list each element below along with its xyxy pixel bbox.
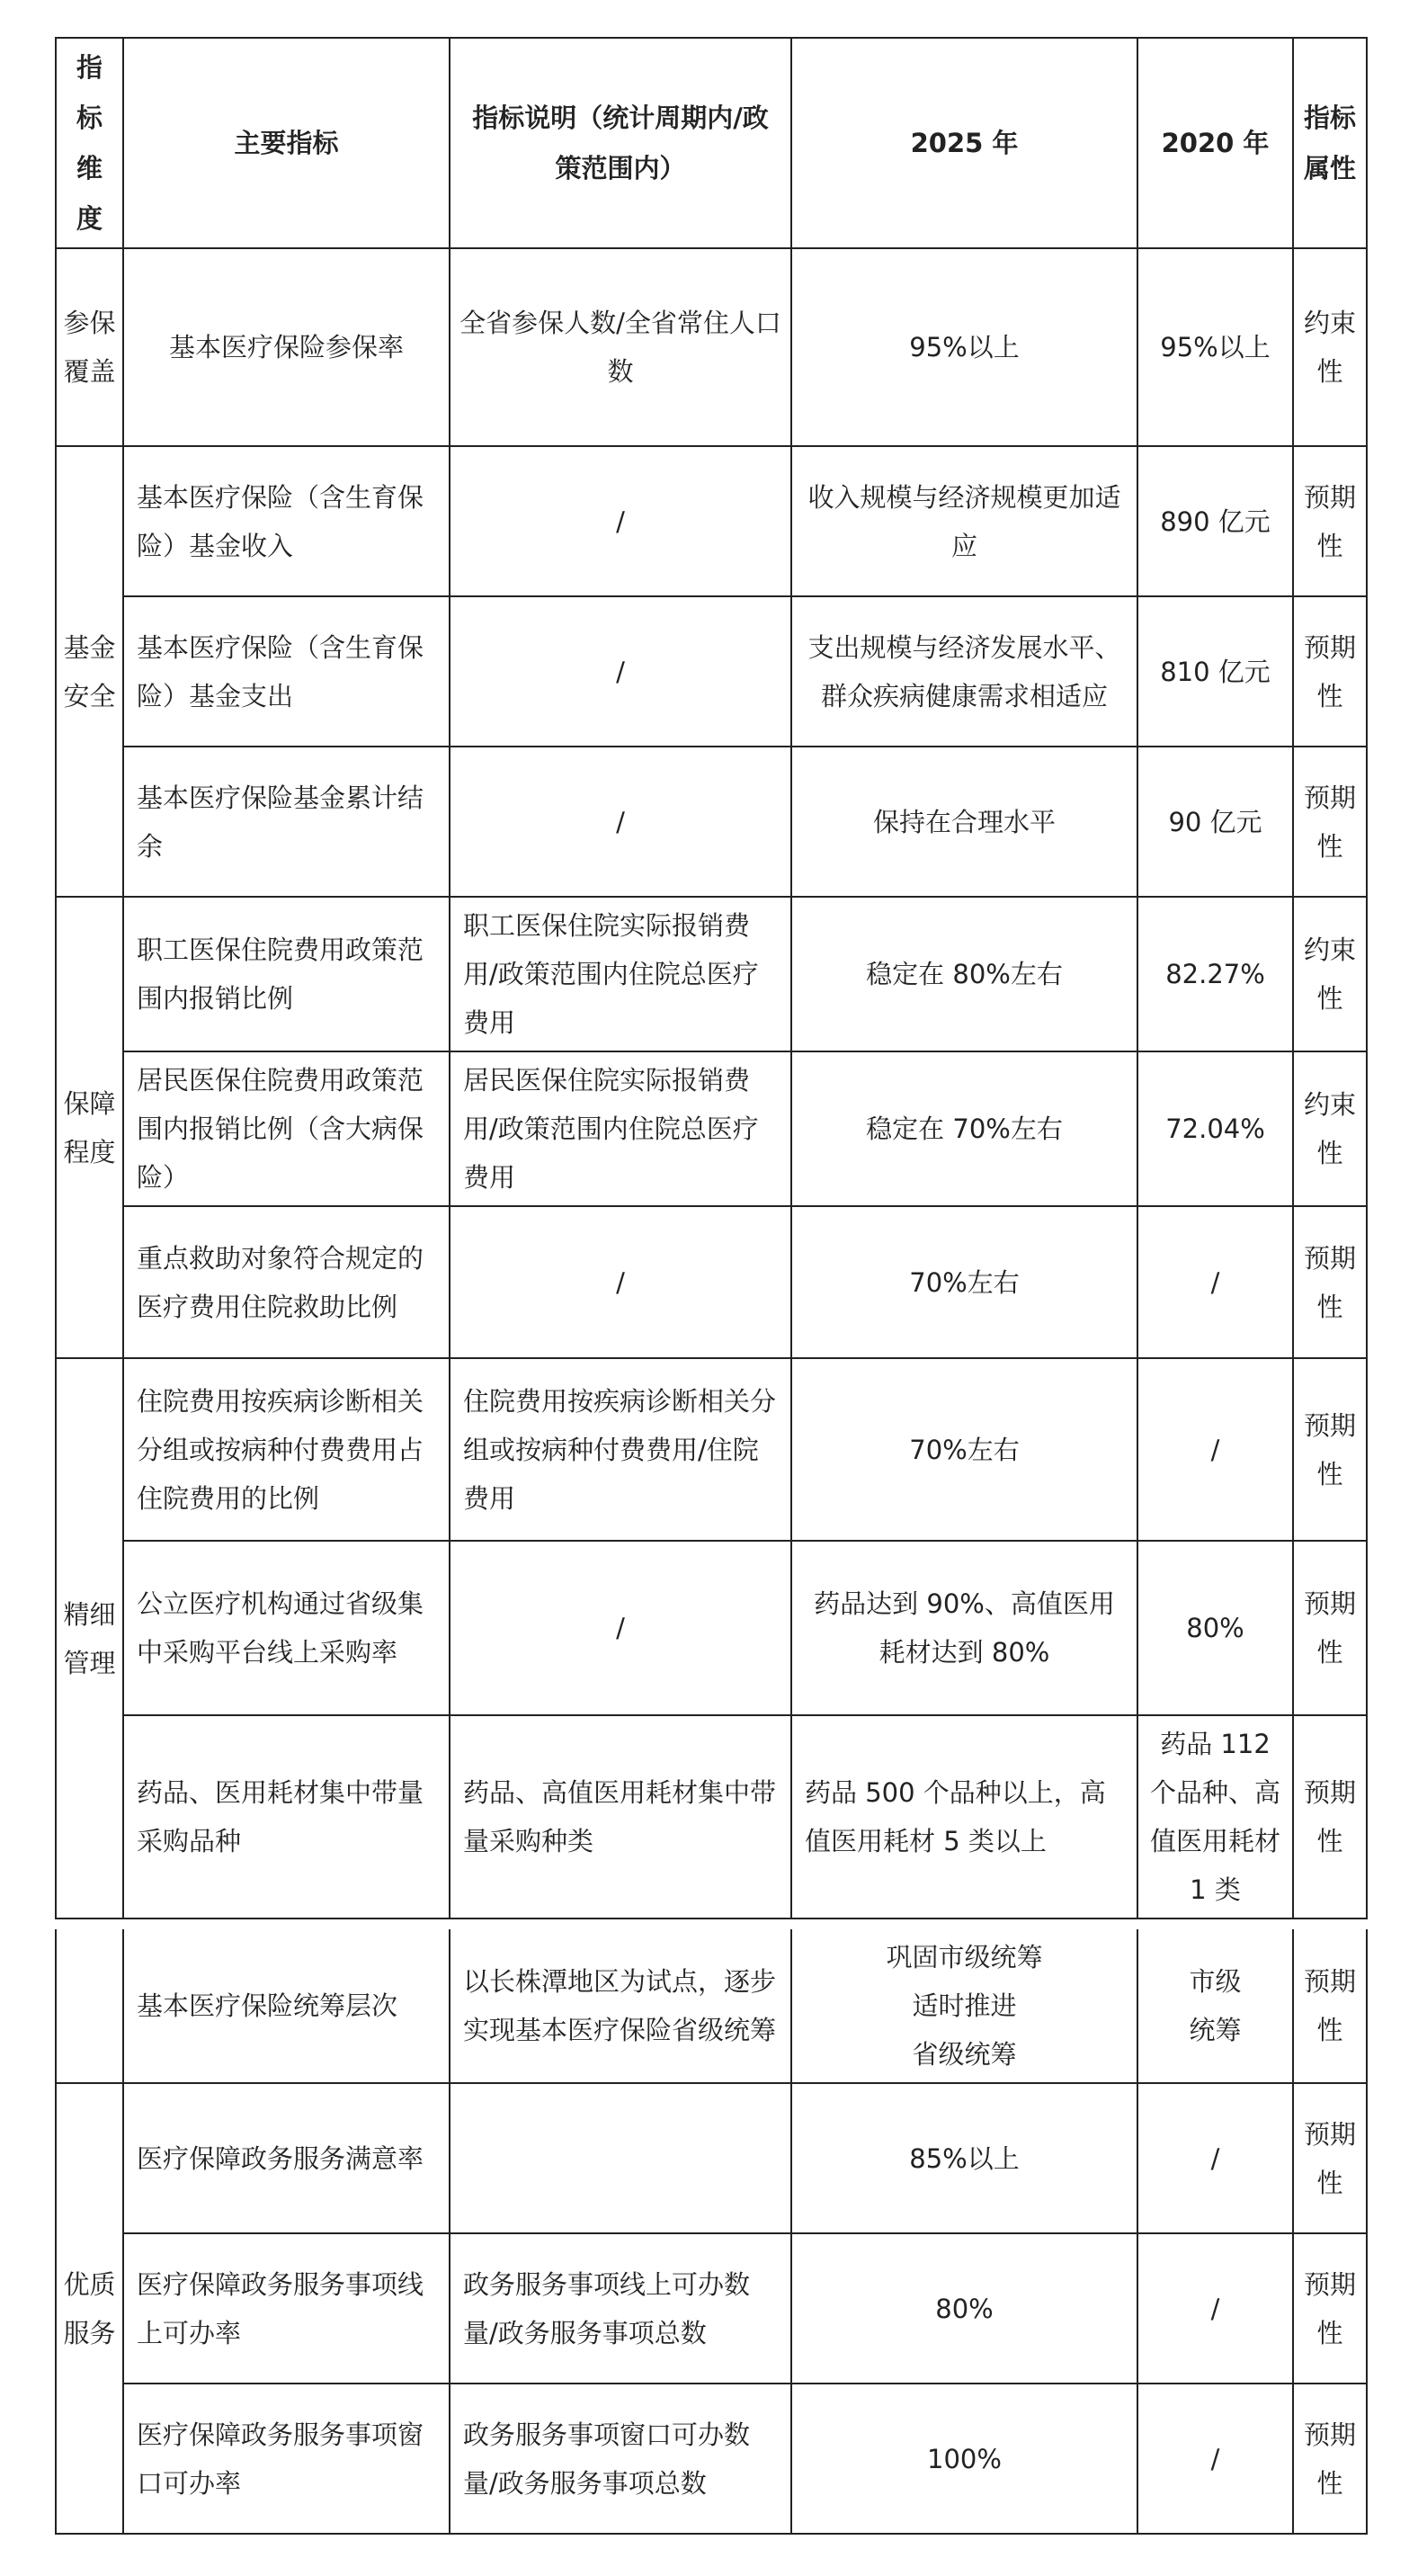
table-row — [56, 446, 1367, 596]
value-2020-cell: 810 亿元 — [1137, 596, 1293, 747]
table-row — [56, 2384, 1367, 2534]
attribute-cell: 预期性 — [1293, 446, 1367, 596]
value-2025-cell: 稳定在 70%左右 — [791, 1051, 1137, 1206]
value-2020-cell: / — [1137, 2083, 1293, 2233]
indicator-cell: 医疗保障政务服务事项线上可办率 — [123, 2233, 450, 2384]
header-attribute: 指标属性 — [1293, 38, 1367, 248]
indicator-cell: 药品、医用耗材集中带量采购品种 — [123, 1715, 450, 1919]
value-2025-cell: 70%左右 — [791, 1358, 1137, 1541]
indicator-cell: 居民医保住院费用政策范围内报销比例（含大病保险） — [123, 1051, 450, 1206]
header-2020: 2020 年 — [1137, 38, 1293, 248]
dimension-cell — [56, 1929, 123, 2083]
indicator-cell: 重点救助对象符合规定的医疗费用住院救助比例 — [123, 1206, 450, 1358]
indicator-cell: 公立医疗机构通过省级集中采购平台线上采购率 — [123, 1541, 450, 1715]
value-2025-cell: 100% — [791, 2384, 1137, 2534]
attribute-cell: 预期性 — [1293, 1715, 1367, 1919]
table-row — [56, 1051, 1367, 1206]
attribute-cell: 预期性 — [1293, 747, 1367, 897]
value-2020-cell: 90 亿元 — [1137, 747, 1293, 897]
description-cell: 全省参保人数/全省常住人口数 — [450, 248, 791, 446]
value-2020-line: 统筹 — [1189, 2015, 1242, 2045]
description-cell: 住院费用按疾病诊断相关分组或按病种付费费用/住院费用 — [450, 1358, 791, 1541]
value-2020-cell: 82.27% — [1137, 897, 1293, 1051]
value-2025-cell — [791, 1929, 1137, 2083]
attribute-cell: 预期性 — [1293, 1541, 1367, 1715]
header-dimension: 指标维度 — [56, 38, 123, 248]
value-2020-cell: 890 亿元 — [1137, 446, 1293, 596]
value-2020-cell: 95%以上 — [1137, 248, 1293, 446]
dimension-cell: 精细管理 — [56, 1358, 123, 1919]
description-cell: / — [450, 1541, 791, 1715]
indicator-cell: 基本医疗保险（含生育保险）基金收入 — [123, 446, 450, 596]
value-2025-cell: 保持在合理水平 — [791, 747, 1137, 897]
indicator-cell: 基本医疗保险（含生育保险）基金支出 — [123, 596, 450, 747]
indicator-cell: 医疗保障政务服务满意率 — [123, 2083, 450, 2233]
table-row — [56, 747, 1367, 897]
header-main-indicator: 主要指标 — [123, 38, 450, 248]
indicator-table — [55, 37, 1368, 1919]
value-2025-cell: 85%以上 — [791, 2083, 1137, 2233]
value-2025-cell: 80% — [791, 2233, 1137, 2384]
table-row — [56, 248, 1367, 446]
dimension-cell: 基金安全 — [56, 446, 123, 897]
description-cell: 职工医保住院实际报销费用/政策范围内住院总医疗费用 — [450, 897, 791, 1051]
value-2020-cell: / — [1137, 1358, 1293, 1541]
table-row — [56, 1541, 1367, 1715]
attribute-cell: 预期性 — [1293, 1206, 1367, 1358]
description-cell: 政务服务事项线上可办数量/政务服务事项总数 — [450, 2233, 791, 2384]
value-2025-cell: 稳定在 80%左右 — [791, 897, 1137, 1051]
attribute-cell: 约束性 — [1293, 248, 1367, 446]
description-cell: / — [450, 747, 791, 897]
table-row — [56, 2233, 1367, 2384]
dimension-cell: 优质服务 — [56, 2083, 123, 2534]
value-2025-line: 适时推进 — [912, 1990, 1017, 2021]
description-cell: / — [450, 596, 791, 747]
indicator-cell: 医疗保障政务服务事项窗口可办率 — [123, 2384, 450, 2534]
value-2020-line: 市级 — [1189, 1966, 1242, 1997]
indicator-cell: 基本医疗保险统筹层次 — [123, 1929, 450, 2083]
header-description: 指标说明（统计周期内/政策范围内） — [450, 38, 791, 248]
indicator-table-continued — [55, 1929, 1368, 2535]
value-2025-line: 巩固市级统筹 — [886, 1942, 1043, 1972]
value-2020-cell: / — [1137, 2233, 1293, 2384]
indicator-cell: 职工医保住院费用政策范围内报销比例 — [123, 897, 450, 1051]
attribute-cell: 预期性 — [1293, 1358, 1367, 1541]
table-row — [56, 2083, 1367, 2233]
attribute-cell: 约束性 — [1293, 897, 1367, 1051]
table-row — [56, 1929, 1367, 2083]
indicator-cell: 基本医疗保险参保率 — [123, 248, 450, 446]
value-2025-cell: 支出规模与经济发展水平、群众疾病健康需求相适应 — [791, 596, 1137, 747]
value-2020-cell — [1137, 1929, 1293, 2083]
table-row — [56, 1358, 1367, 1541]
description-cell: 政务服务事项窗口可办数量/政务服务事项总数 — [450, 2384, 791, 2534]
description-cell: / — [450, 446, 791, 596]
value-2025-cell: 收入规模与经济规模更加适应 — [791, 446, 1137, 596]
value-2025-line: 省级统筹 — [912, 2039, 1017, 2070]
value-2020-cell: 80% — [1137, 1541, 1293, 1715]
description-cell — [450, 2083, 791, 2233]
table-row — [56, 1206, 1367, 1358]
value-2025-cell: 95%以上 — [791, 248, 1137, 446]
value-2025-cell: 药品 500 个品种以上，高值医用耗材 5 类以上 — [791, 1715, 1137, 1919]
value-2025-cell: 70%左右 — [791, 1206, 1137, 1358]
value-2020-cell: / — [1137, 2384, 1293, 2534]
indicator-cell: 住院费用按疾病诊断相关分组或按病种付费费用占住院费用的比例 — [123, 1358, 450, 1541]
table-row — [56, 596, 1367, 747]
description-cell: 以长株潭地区为试点，逐步实现基本医疗保险省级统筹 — [450, 1929, 791, 2083]
value-2025-cell: 药品达到 90%、高值医用耗材达到 80% — [791, 1541, 1137, 1715]
value-2020-cell: / — [1137, 1206, 1293, 1358]
attribute-cell: 预期性 — [1293, 1929, 1367, 2083]
attribute-cell: 预期性 — [1293, 596, 1367, 747]
attribute-cell: 预期性 — [1293, 2384, 1367, 2534]
value-2020-cell: 药品 112 个品种、高值医用耗材 1 类 — [1137, 1715, 1293, 1919]
value-2020-cell: 72.04% — [1137, 1051, 1293, 1206]
attribute-cell: 约束性 — [1293, 1051, 1367, 1206]
attribute-cell: 预期性 — [1293, 2233, 1367, 2384]
description-cell: / — [450, 1206, 791, 1358]
indicator-cell: 基本医疗保险基金累计结余 — [123, 747, 450, 897]
attribute-cell: 预期性 — [1293, 2083, 1367, 2233]
dimension-cell: 参保覆盖 — [56, 248, 123, 446]
description-cell: 药品、高值医用耗材集中带量采购种类 — [450, 1715, 791, 1919]
dimension-cell: 保障程度 — [56, 897, 123, 1358]
description-cell: 居民医保住院实际报销费用/政策范围内住院总医疗费用 — [450, 1051, 791, 1206]
header-2025: 2025 年 — [791, 38, 1137, 248]
table-row — [56, 1715, 1367, 1919]
table-row — [56, 897, 1367, 1051]
table-header-row — [56, 38, 1367, 248]
